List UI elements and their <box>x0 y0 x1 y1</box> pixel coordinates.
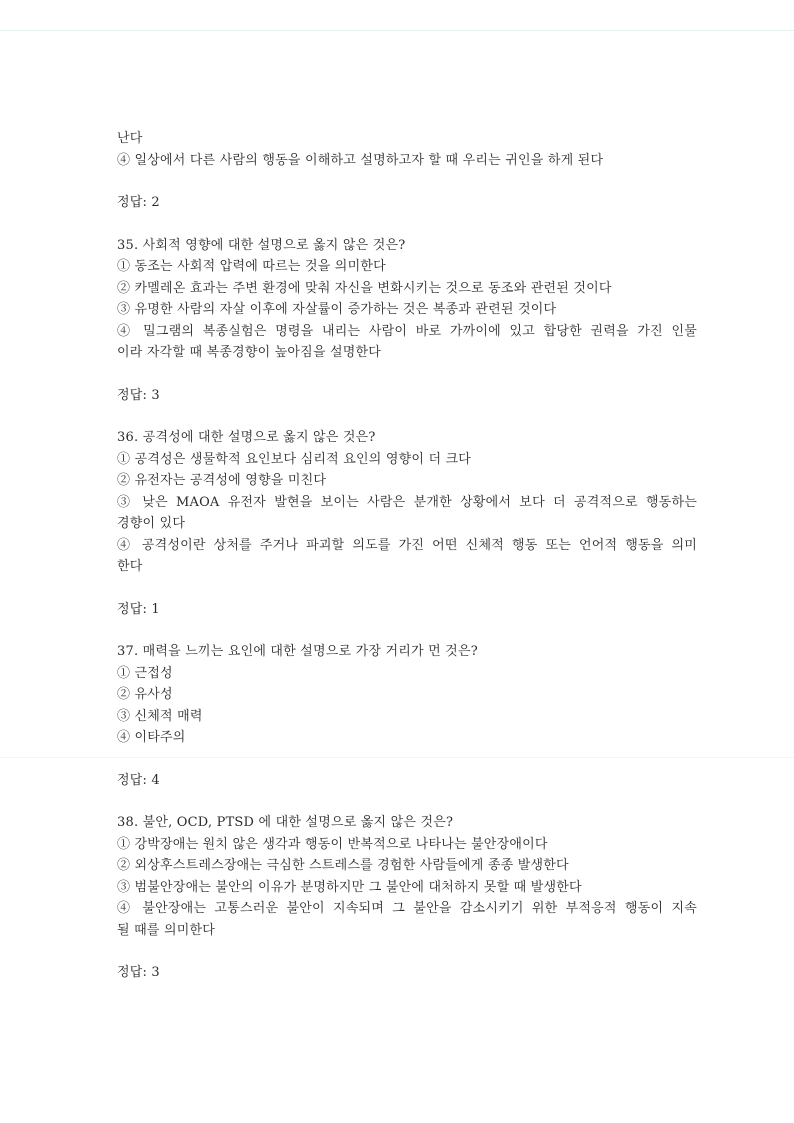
option-line: ③ 범불안장애는 불안의 이유가 분명하지만 그 불안에 대처하지 못할 때 발생한다 <box>117 879 582 895</box>
option-line: ③ 유명한 사람의 자살 이후에 자살률이 증가하는 것은 복종과 관련된 것이다 <box>117 302 557 317</box>
question-title: 37. 매력을 느끼는 요인에 대한 설명으로 가장 거리가 먼 것은? <box>117 644 478 659</box>
continuation-line: 난다 <box>117 131 143 146</box>
scan-top-rule <box>0 30 794 31</box>
question-35 <box>117 235 697 407</box>
question-36 <box>117 427 697 620</box>
option-line: 한다 <box>117 559 143 574</box>
answer-text: 정답: 3 <box>117 965 160 980</box>
question-37 <box>117 641 697 791</box>
exam-page <box>117 128 697 1005</box>
question-38 <box>117 812 697 984</box>
continuation-block <box>117 128 697 214</box>
option-line: ① 근접성 <box>117 665 173 681</box>
option-line: ② 외상후스트레스장애는 극심한 스트레스를 경험한 사람들에게 종종 발생한다 <box>117 858 569 873</box>
option-line: ④ 밀그램의 복종실험은 명령을 내리는 사람이 바로 가까이에 있고 합당한 권력을 가진 인물 <box>117 323 697 339</box>
option-line: ② 카멜레온 효과는 주변 환경에 맞춰 자신을 변화시키는 것으로 동조와 관련된 것이다 <box>117 280 612 296</box>
answer-text: 정답: 3 <box>117 387 160 403</box>
option-line: 이라 자각할 때 복종경향이 높아짐을 설명한다 <box>117 345 382 360</box>
option-line: ③ 낮은 MAOA 유전자 발현을 보이는 사람은 분개한 상황에서 보다 더 공격적으로 행동하는 <box>117 494 697 510</box>
answer-text: 정답: 2 <box>117 195 160 210</box>
continuation-line: ④ 일상에서 다른 사람의 행동을 이해하고 설명하고자 할 때 우리는 귀인을 하게 된다 <box>117 152 604 168</box>
answer-text: 정답: 4 <box>117 772 160 788</box>
option-line: ① 강박장애는 원치 않은 생각과 행동이 반복적으로 나타나는 불안장애이다 <box>117 836 548 852</box>
option-line: ③ 신체적 매력 <box>117 708 203 724</box>
option-line: ② 유사성 <box>117 687 173 702</box>
option-line: 경향이 있다 <box>117 516 186 531</box>
answer-text: 정답: 1 <box>117 601 160 617</box>
option-line: ④ 이타주의 <box>117 730 186 745</box>
question-title: 38. 불안, OCD, PTSD 에 대한 설명으로 옳지 않은 것은? <box>117 815 454 830</box>
option-line: ① 공격성은 생물학적 요인보다 심리적 요인의 영향이 더 크다 <box>117 451 472 467</box>
option-line: ② 유전자는 공격성에 영향을 미친다 <box>117 473 327 488</box>
question-title: 36. 공격성에 대한 설명으로 옳지 않은 것은? <box>117 430 376 445</box>
option-line: 될 때를 의미한다 <box>117 922 215 938</box>
option-line: ④ 불안장애는 고통스러운 불안이 지속되며 그 불안을 감소시키기 위한 부적응적 행동이 지속 <box>117 901 697 916</box>
option-line: ④ 공격성이란 상처를 주거나 파괴할 의도를 가진 어떤 신체적 행동 또는 언어적 행동을 의미 <box>117 537 697 553</box>
option-line: ① 동조는 사회적 압력에 따르는 것을 의미한다 <box>117 259 386 274</box>
question-title: 35. 사회적 영향에 대한 설명으로 옳지 않은 것은? <box>117 237 406 253</box>
